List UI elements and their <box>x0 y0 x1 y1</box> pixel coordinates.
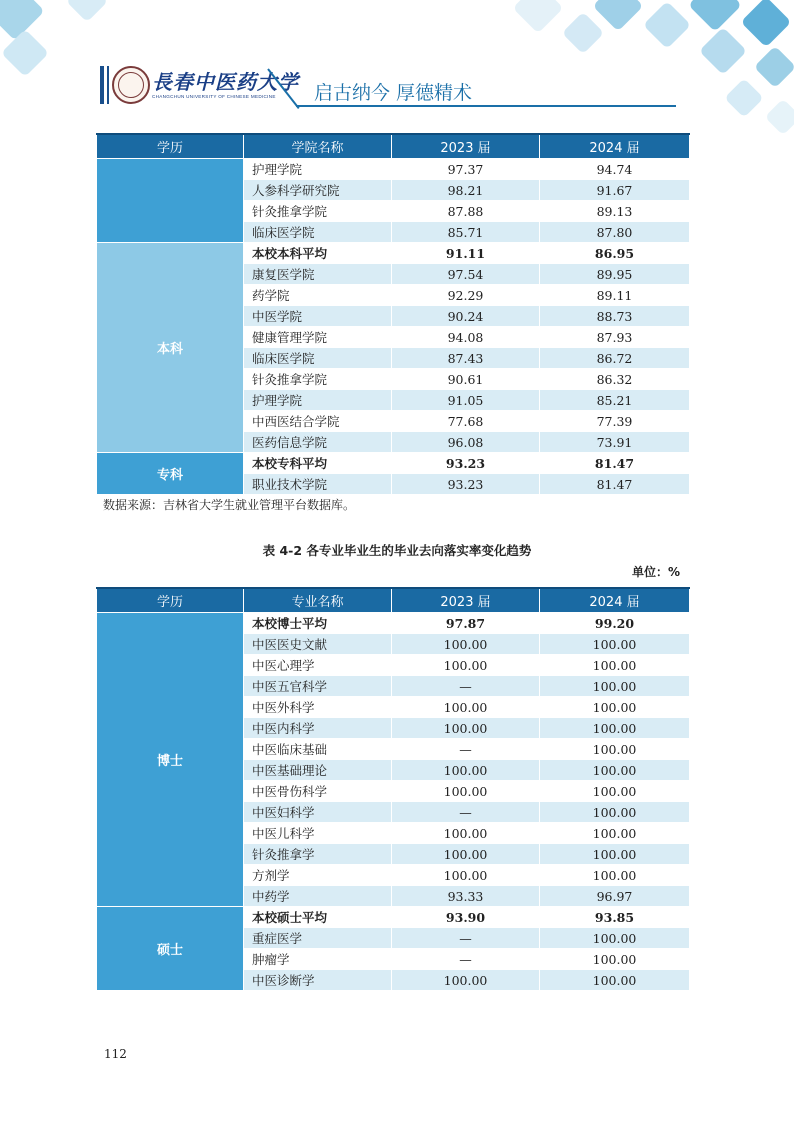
value-2024: 91.67 <box>540 180 690 201</box>
table-caption: 表 4-2 各专业毕业生的毕业去向落实率变化趋势 <box>262 543 532 558</box>
category-cell: 硕士 <box>97 907 244 991</box>
value-2024: 100.00 <box>540 949 690 970</box>
value-2023: 94.08 <box>392 327 540 348</box>
header-bar <box>100 66 104 104</box>
column-header: 2023 届 <box>392 134 540 159</box>
decor-diamond <box>699 27 747 75</box>
value-2023: — <box>392 676 540 697</box>
row-label: 中医诊断学 <box>244 970 392 991</box>
value-2024: 100.00 <box>540 655 690 676</box>
value-2024: 89.13 <box>540 201 690 222</box>
value-2024: 89.11 <box>540 285 690 306</box>
row-label: 药学院 <box>244 285 392 306</box>
value-2023: — <box>392 739 540 760</box>
decor-diamond <box>724 78 764 118</box>
value-2024: 100.00 <box>540 970 690 991</box>
value-2023: 100.00 <box>392 844 540 865</box>
decor-diamond <box>643 1 691 49</box>
value-2024: 87.80 <box>540 222 690 243</box>
table-row <box>97 613 690 634</box>
row-label: 本校本科平均 <box>244 243 392 264</box>
table-row <box>97 453 690 474</box>
value-2023: 77.68 <box>392 411 540 432</box>
value-2024: 86.72 <box>540 348 690 369</box>
row-label: 中医儿科学 <box>244 823 392 844</box>
row-label: 中医临床基础 <box>244 739 392 760</box>
value-2023: 93.23 <box>392 453 540 474</box>
decor-diamond <box>1 29 49 77</box>
value-2024: 87.93 <box>540 327 690 348</box>
row-label: 中医妇科学 <box>244 802 392 823</box>
row-label: 中医基础理论 <box>244 760 392 781</box>
value-2023: 100.00 <box>392 781 540 802</box>
row-label: 中西医结合学院 <box>244 411 392 432</box>
value-2024: 73.91 <box>540 432 690 453</box>
value-2023: 100.00 <box>392 718 540 739</box>
row-label: 护理学院 <box>244 159 392 180</box>
data-source-note: 数据来源：吉林省大学生就业管理平台数据库。 <box>103 498 356 512</box>
row-label: 健康管理学院 <box>244 327 392 348</box>
value-2023: 100.00 <box>392 634 540 655</box>
page-header <box>100 62 680 108</box>
value-2023: 100.00 <box>392 760 540 781</box>
row-label: 本校硕士平均 <box>244 907 392 928</box>
value-2024: 100.00 <box>540 718 690 739</box>
value-2023: 93.33 <box>392 886 540 907</box>
row-label: 重症医学 <box>244 928 392 949</box>
row-label: 针灸推拿学院 <box>244 201 392 222</box>
value-2023: 93.90 <box>392 907 540 928</box>
column-header: 2024 届 <box>540 588 690 613</box>
row-label: 临床医学院 <box>244 222 392 243</box>
unit-label: 单位：% <box>631 565 680 579</box>
value-2023: 97.87 <box>392 613 540 634</box>
column-header: 专业名称 <box>244 588 392 613</box>
table-header-row <box>97 134 690 159</box>
row-label: 中医五官科学 <box>244 676 392 697</box>
row-label: 本校专科平均 <box>244 453 392 474</box>
university-seal-logo <box>112 66 150 104</box>
value-2024: 88.73 <box>540 306 690 327</box>
value-2024: 77.39 <box>540 411 690 432</box>
value-2023: 100.00 <box>392 655 540 676</box>
row-label: 中医骨伤科学 <box>244 781 392 802</box>
value-2023: 85.71 <box>392 222 540 243</box>
value-2024: 100.00 <box>540 865 690 886</box>
value-2023: 100.00 <box>392 865 540 886</box>
row-label: 中医医史文献 <box>244 634 392 655</box>
table-header-row <box>97 588 690 613</box>
header-bar <box>107 66 109 104</box>
value-2023: 92.29 <box>392 285 540 306</box>
value-2024: 89.95 <box>540 264 690 285</box>
page-number: 112 <box>104 1047 127 1061</box>
column-header: 学历 <box>97 134 244 159</box>
row-label: 方剂学 <box>244 865 392 886</box>
row-label: 中医心理学 <box>244 655 392 676</box>
value-2023: 98.21 <box>392 180 540 201</box>
row-label: 本校博士平均 <box>244 613 392 634</box>
category-cell: 专科 <box>97 453 244 495</box>
row-label: 中医学院 <box>244 306 392 327</box>
decor-diamond <box>688 0 742 32</box>
value-2024: 100.00 <box>540 634 690 655</box>
row-label: 人参科学研究院 <box>244 180 392 201</box>
row-label: 针灸推拿学院 <box>244 369 392 390</box>
category-cell: 博士 <box>97 613 244 907</box>
value-2023: 100.00 <box>392 823 540 844</box>
decor-diamond <box>562 12 604 54</box>
university-name-cn: 長春中医药大学 <box>152 70 299 94</box>
category-cell <box>97 159 244 243</box>
value-2023: — <box>392 802 540 823</box>
table-row <box>97 159 690 180</box>
header-slogan: 启古纳今 厚德精术 <box>314 82 473 104</box>
seal-inner-ring <box>118 72 144 98</box>
table-row <box>97 243 690 264</box>
value-2024: 81.47 <box>540 453 690 474</box>
decor-diamond <box>741 0 792 47</box>
value-2023: 91.11 <box>392 243 540 264</box>
column-header: 学历 <box>97 588 244 613</box>
value-2024: 100.00 <box>540 760 690 781</box>
value-2023: — <box>392 928 540 949</box>
value-2023: 90.24 <box>392 306 540 327</box>
value-2023: 91.05 <box>392 390 540 411</box>
value-2023: 100.00 <box>392 697 540 718</box>
decor-diamond <box>593 0 644 31</box>
header-underline <box>296 105 676 107</box>
value-2024: 81.47 <box>540 474 690 495</box>
value-2023: 90.61 <box>392 369 540 390</box>
row-label: 中医内科学 <box>244 718 392 739</box>
decor-diamond <box>754 46 794 88</box>
value-2023: 97.54 <box>392 264 540 285</box>
row-label: 医药信息学院 <box>244 432 392 453</box>
row-label: 康复医学院 <box>244 264 392 285</box>
row-label: 肿瘤学 <box>244 949 392 970</box>
value-2024: 100.00 <box>540 739 690 760</box>
value-2024: 96.97 <box>540 886 690 907</box>
row-label: 中医外科学 <box>244 697 392 718</box>
row-label: 职业技术学院 <box>244 474 392 495</box>
college-rate-table <box>96 133 690 495</box>
value-2024: 100.00 <box>540 928 690 949</box>
value-2023: 97.37 <box>392 159 540 180</box>
category-cell: 本科 <box>97 243 244 453</box>
value-2024: 86.32 <box>540 369 690 390</box>
university-name-en: CHANGCHUN UNIVERSITY OF CHINESE MEDICINE <box>152 94 276 99</box>
value-2023: 93.23 <box>392 474 540 495</box>
table-row <box>97 907 690 928</box>
value-2023: 87.88 <box>392 201 540 222</box>
decor-diamond <box>765 99 794 136</box>
value-2023: 87.43 <box>392 348 540 369</box>
value-2023: — <box>392 949 540 970</box>
value-2024: 93.85 <box>540 907 690 928</box>
value-2024: 85.21 <box>540 390 690 411</box>
value-2024: 100.00 <box>540 823 690 844</box>
value-2024: 100.00 <box>540 802 690 823</box>
value-2024: 99.20 <box>540 613 690 634</box>
row-label: 临床医学院 <box>244 348 392 369</box>
value-2024: 100.00 <box>540 697 690 718</box>
value-2024: 100.00 <box>540 676 690 697</box>
value-2024: 94.74 <box>540 159 690 180</box>
decor-diamond <box>513 0 564 33</box>
row-label: 针灸推拿学 <box>244 844 392 865</box>
value-2023: 100.00 <box>392 970 540 991</box>
value-2023: 96.08 <box>392 432 540 453</box>
value-2024: 100.00 <box>540 844 690 865</box>
decor-diamond <box>66 0 108 22</box>
value-2024: 100.00 <box>540 781 690 802</box>
column-header: 学院名称 <box>244 134 392 159</box>
column-header: 2024 届 <box>540 134 690 159</box>
value-2024: 86.95 <box>540 243 690 264</box>
row-label: 中药学 <box>244 886 392 907</box>
major-rate-table <box>96 587 690 991</box>
column-header: 2023 届 <box>392 588 540 613</box>
row-label: 护理学院 <box>244 390 392 411</box>
